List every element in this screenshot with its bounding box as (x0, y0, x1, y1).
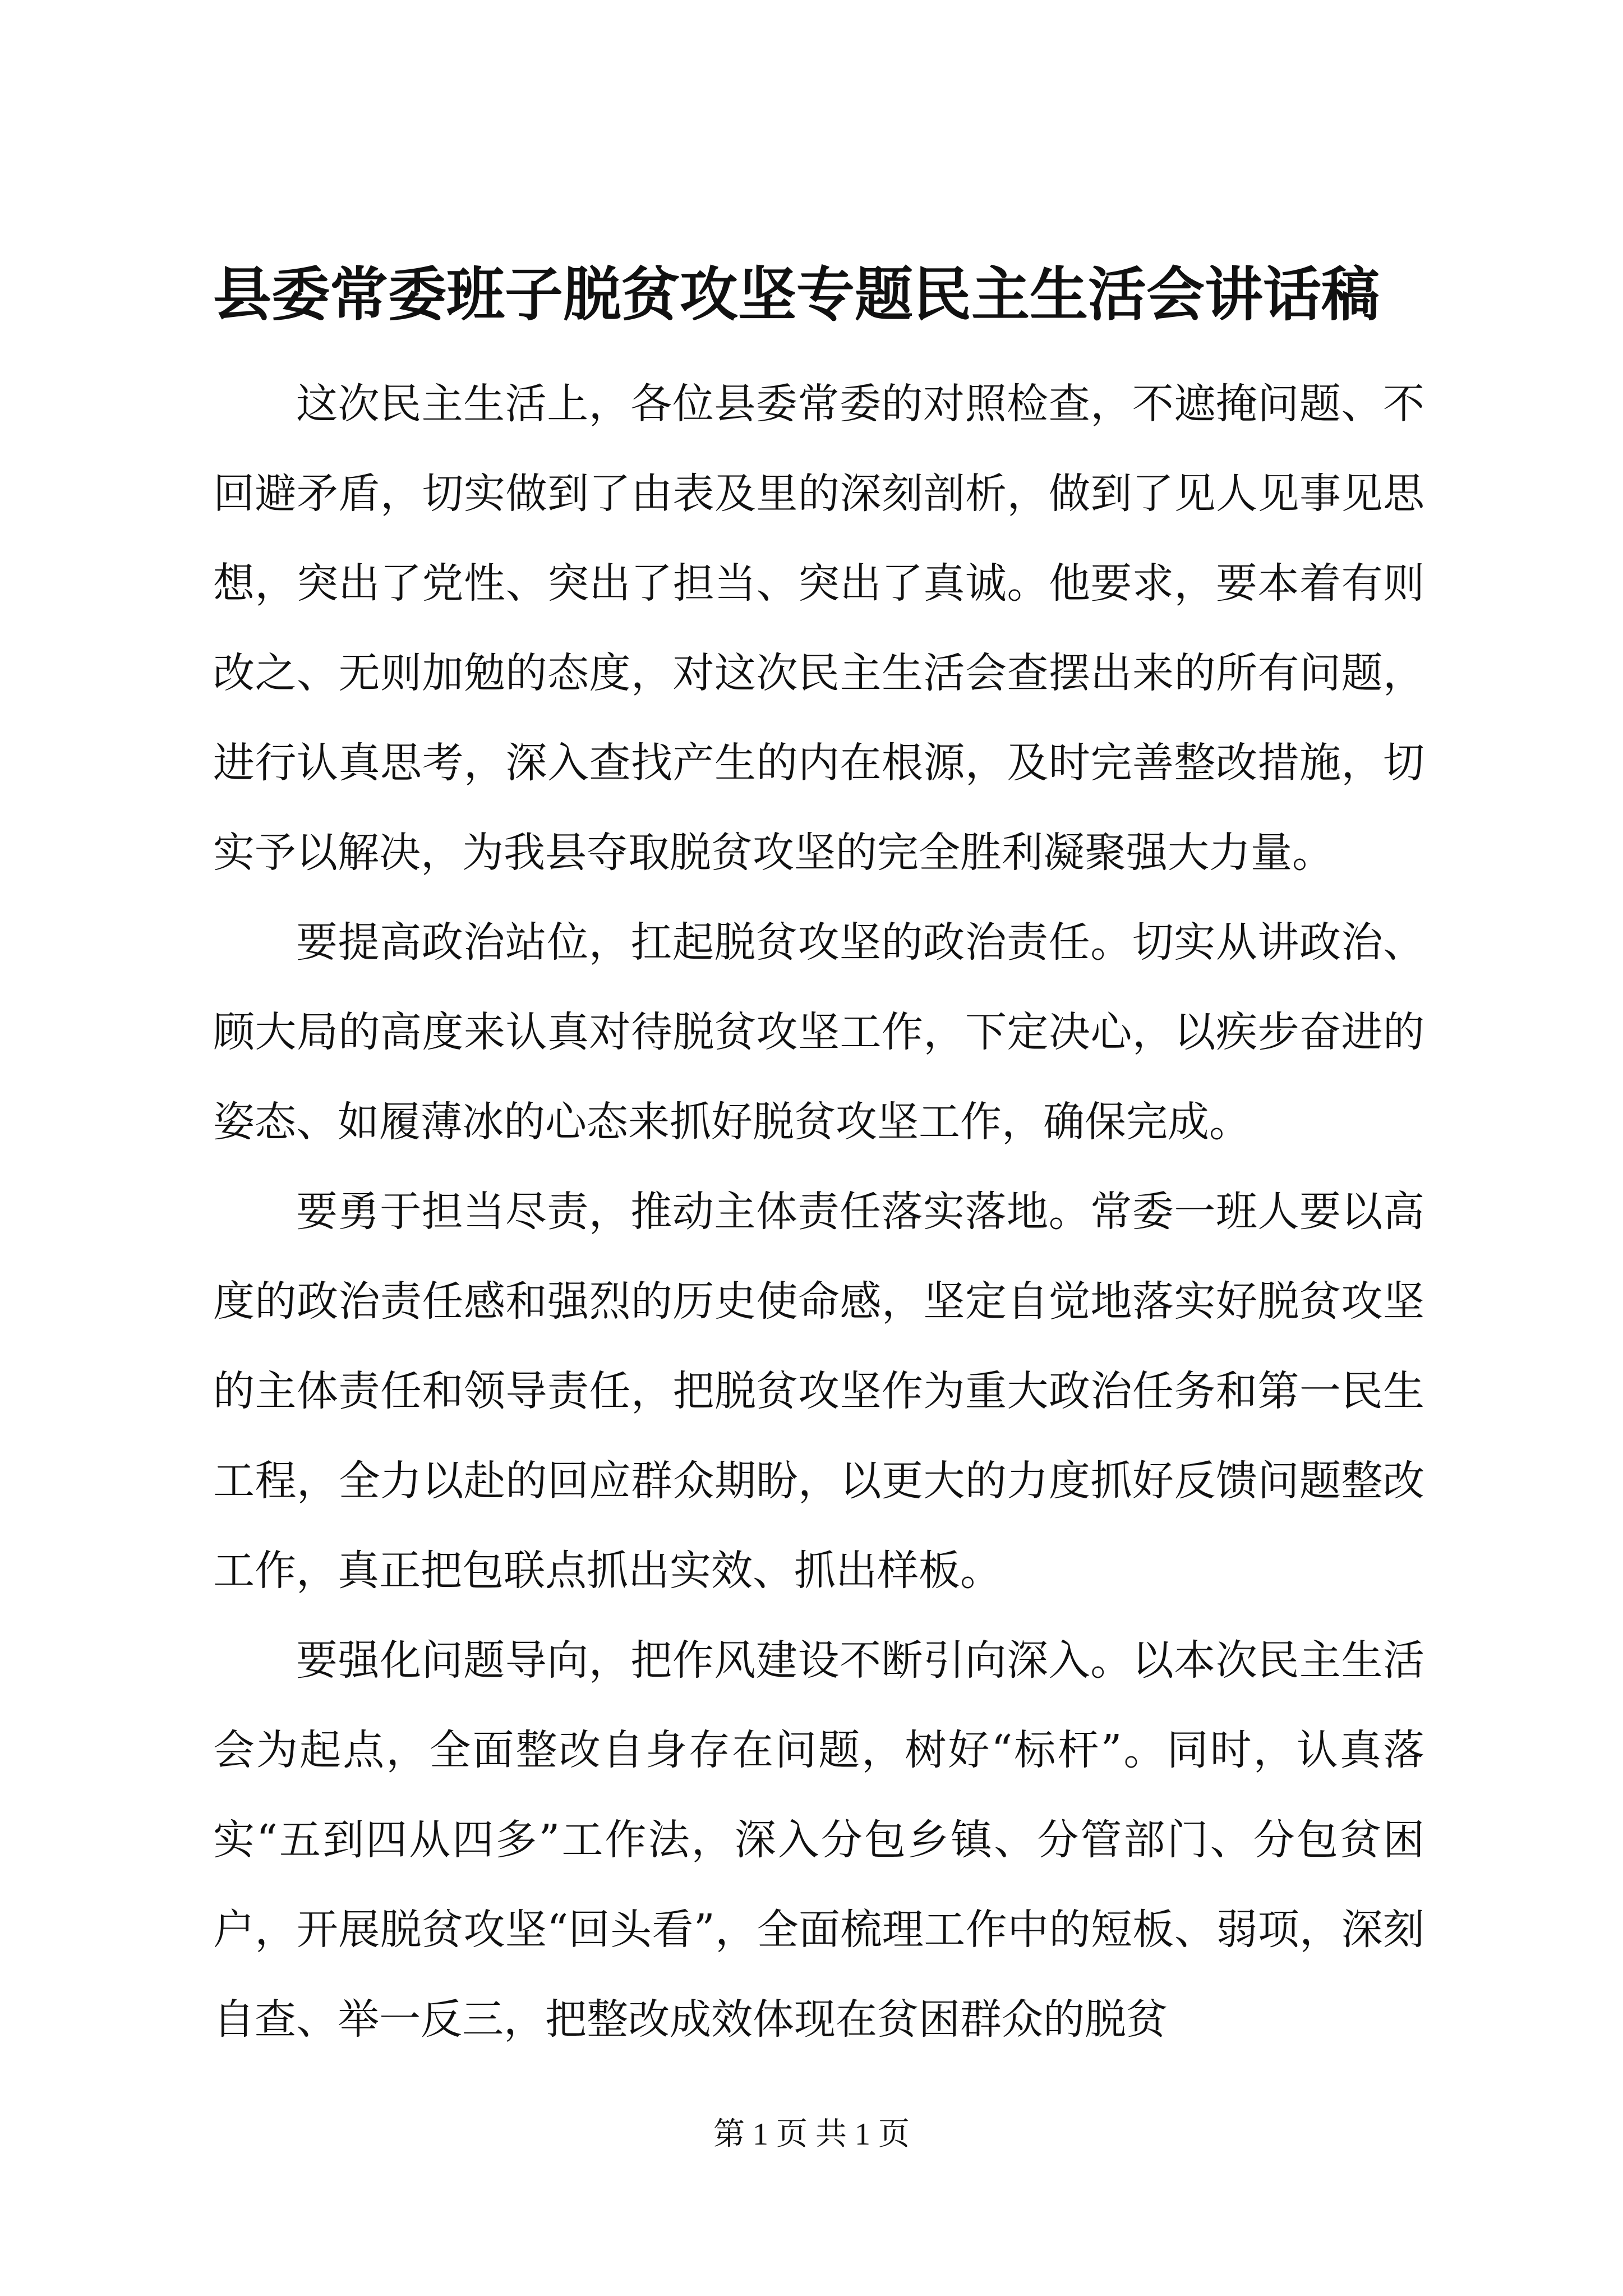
document-body (213, 359, 1424, 2064)
paragraph-3: 要勇于担当尽责，推动主体责任落实落地。常委一班人要以高度的政治责任感和强烈的历史使命感，坚定自觉地落实好脱贫攻坚的主体责任和领导责任，把脱贫攻坚作为重大政治任务和第一民生工程，全力以赴的回应群众期盼，以更大的力度抓好反馈问题整改工作，真正把包联点抓出实效、抓出样板。 (213, 1188, 1424, 1595)
document-title: 县委常委班子脱贫攻坚专题民主生活会讲话稿 (213, 260, 1380, 329)
paragraph-4: 要强化问题导向，把作风建设不断引向深入。以本次民主生活会为起点，全面整改自身存在问题，树好“标杆”。同时，认真落实“五到四从四多”工作法，深入分包乡镇、分管部门、分包贫困户，开展脱贫攻坚“回头看”，全面梳理工作中的短板、弱项，深刻自查、举一反三，把整改成效体现在贫困群众的脱贫 (213, 1636, 1424, 2044)
paragraph-2: 要提高政治站位，扛起脱贫攻坚的政治责任。切实从讲政治、顾大局的高度来认真对待脱贫攻坚工作，下定决心，以疾步奋进的姿态、如履薄冰的心态来抓好脱贫攻坚工作，确保完成。 (213, 918, 1424, 1146)
paragraph-1: 这次民主生活上，各位县委常委的对照检查，不遮掩问题、不回避矛盾，切实做到了由表及里的深刻剖析，做到了见人见事见思想，突出了党性、突出了担当、突出了真诚。他要求，要本着有则改之、无则加勉的态度，对这次民主生活会查摆出来的所有问题，进行认真思考，深入查找产生的内在根源，及时完善整改措施，切实予以解决，为我县夺取脱贫攻坚的完全胜利凝聚强大力量。 (213, 380, 1424, 877)
page-footer: 第 1 页 共 1 页 (713, 2117, 910, 2152)
